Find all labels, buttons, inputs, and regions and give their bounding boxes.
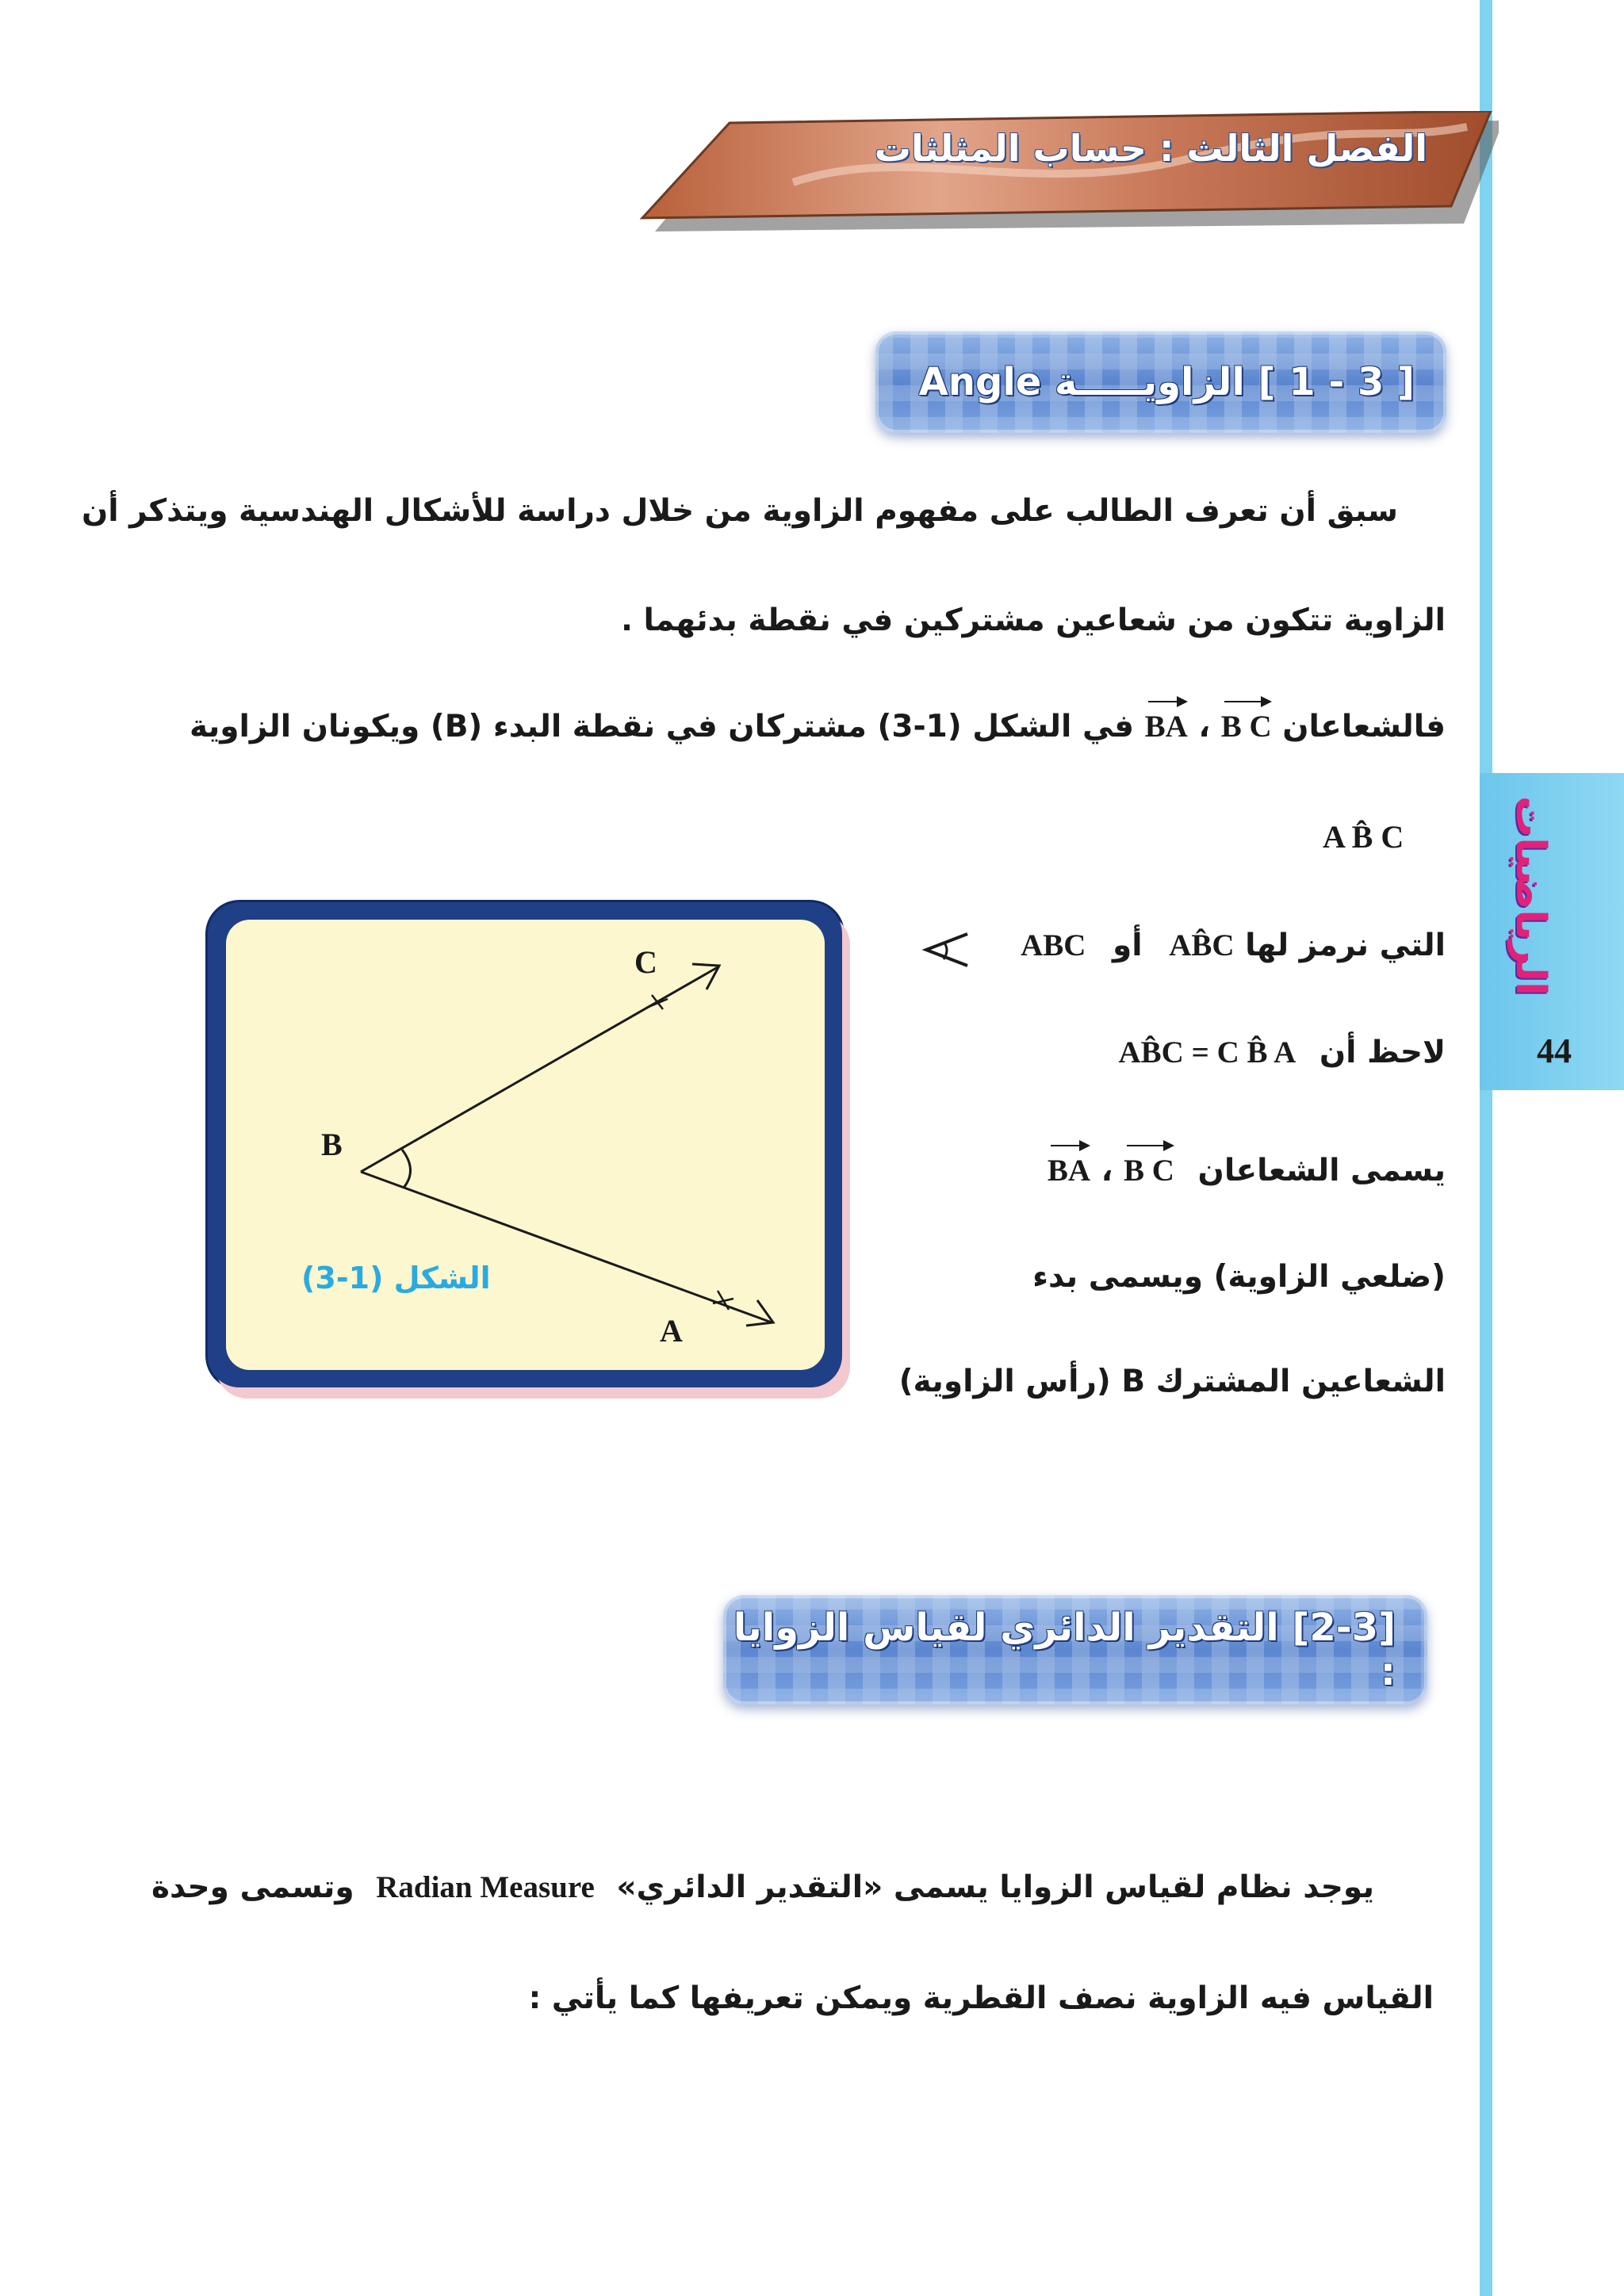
page-edge-strip	[1480, 0, 1492, 2296]
line5-hat-notation: AB̂C	[1169, 928, 1235, 962]
body-line-1: سبق أن تعرف الطالب على مفهوم الزاوية من خلال دراسة للأشكال الهندسية ويتذكر أن	[81, 493, 1398, 529]
angle-abc-notation: A B̂ C	[1323, 819, 1404, 855]
vector-bc-2: B C	[1124, 1142, 1174, 1188]
line3-prefix: فالشعاعان	[1282, 709, 1446, 744]
point-b-label: B	[321, 1127, 343, 1162]
radian-measure-term: Radian Measure	[376, 1870, 595, 1904]
side-tab-subject: الرياضيات	[1507, 795, 1554, 996]
chapter-title: الفصل الثالث : حساب المثلثات	[874, 127, 1427, 170]
radian-line-1	[151, 1869, 1374, 1905]
point-a-label: A	[660, 1313, 683, 1349]
line5-or: أو	[1112, 928, 1143, 963]
radian-line1-end: وتسمى وحدة	[151, 1869, 354, 1905]
line5-text: التي نرمز لها	[1245, 928, 1446, 963]
angle-arc	[402, 1150, 411, 1188]
vector-ba: BA	[1145, 698, 1188, 744]
body-line-5	[1021, 928, 1446, 963]
ray-ba	[361, 1172, 772, 1322]
body-line-2: الزاوية تتكون من شعاعين مشتركين في نقطة بدئهما .	[621, 603, 1446, 638]
line5-abc: ABC	[1021, 928, 1086, 962]
line7-text: يسمى الشعاعان	[1197, 1153, 1446, 1188]
vector-bc: B C	[1221, 698, 1272, 744]
line7-separator: ،	[1101, 1153, 1113, 1188]
line3-separator: ،	[1198, 709, 1211, 744]
radian-line-2: القياس فيه الزاوية نصف القطرية ويمكن تعريفها كما يأتي :	[528, 1980, 1434, 2016]
vector-ba-2: BA	[1048, 1142, 1090, 1188]
figure-caption: الشكل (1-3)	[301, 1261, 491, 1295]
radian-line1-text: يوجد نظام لقياس الزوايا يسمى «التقدير الدائري»	[616, 1869, 1374, 1905]
point-c-label: C	[634, 944, 657, 980]
line6-equation: AB̂C = C B̂ A	[1118, 1035, 1297, 1070]
angle-symbol-icon	[921, 929, 969, 970]
section-title-radian: [2-3] التقدير الدائري لقياس الزوايا :	[733, 1605, 1396, 1694]
body-line-7	[1048, 1142, 1446, 1188]
arrow-a-icon	[746, 1300, 773, 1326]
section-header-radian	[723, 1595, 1427, 1705]
body-line-8: (ضلعي الزاوية) ويسمى بدء	[1032, 1259, 1446, 1295]
page-number: 44	[1537, 1031, 1572, 1070]
section-header-angle	[875, 331, 1446, 433]
angle-diagram	[226, 920, 825, 1370]
section-title-angle: [ 3 - 1 ] الزاويـــــة Angle	[918, 360, 1415, 404]
body-line-3	[190, 698, 1446, 744]
line3-suffix: في الشكل (1-3) مشتركان في نقطة البدء (B) ويكونان الزاوية	[189, 709, 1134, 744]
line6-text: لاحظ أن	[1319, 1035, 1446, 1070]
body-line-6	[1119, 1035, 1446, 1070]
body-line-9: الشعاعين المشترك B (رأس الزاوية)	[898, 1364, 1446, 1399]
ray-bc	[361, 967, 718, 1172]
